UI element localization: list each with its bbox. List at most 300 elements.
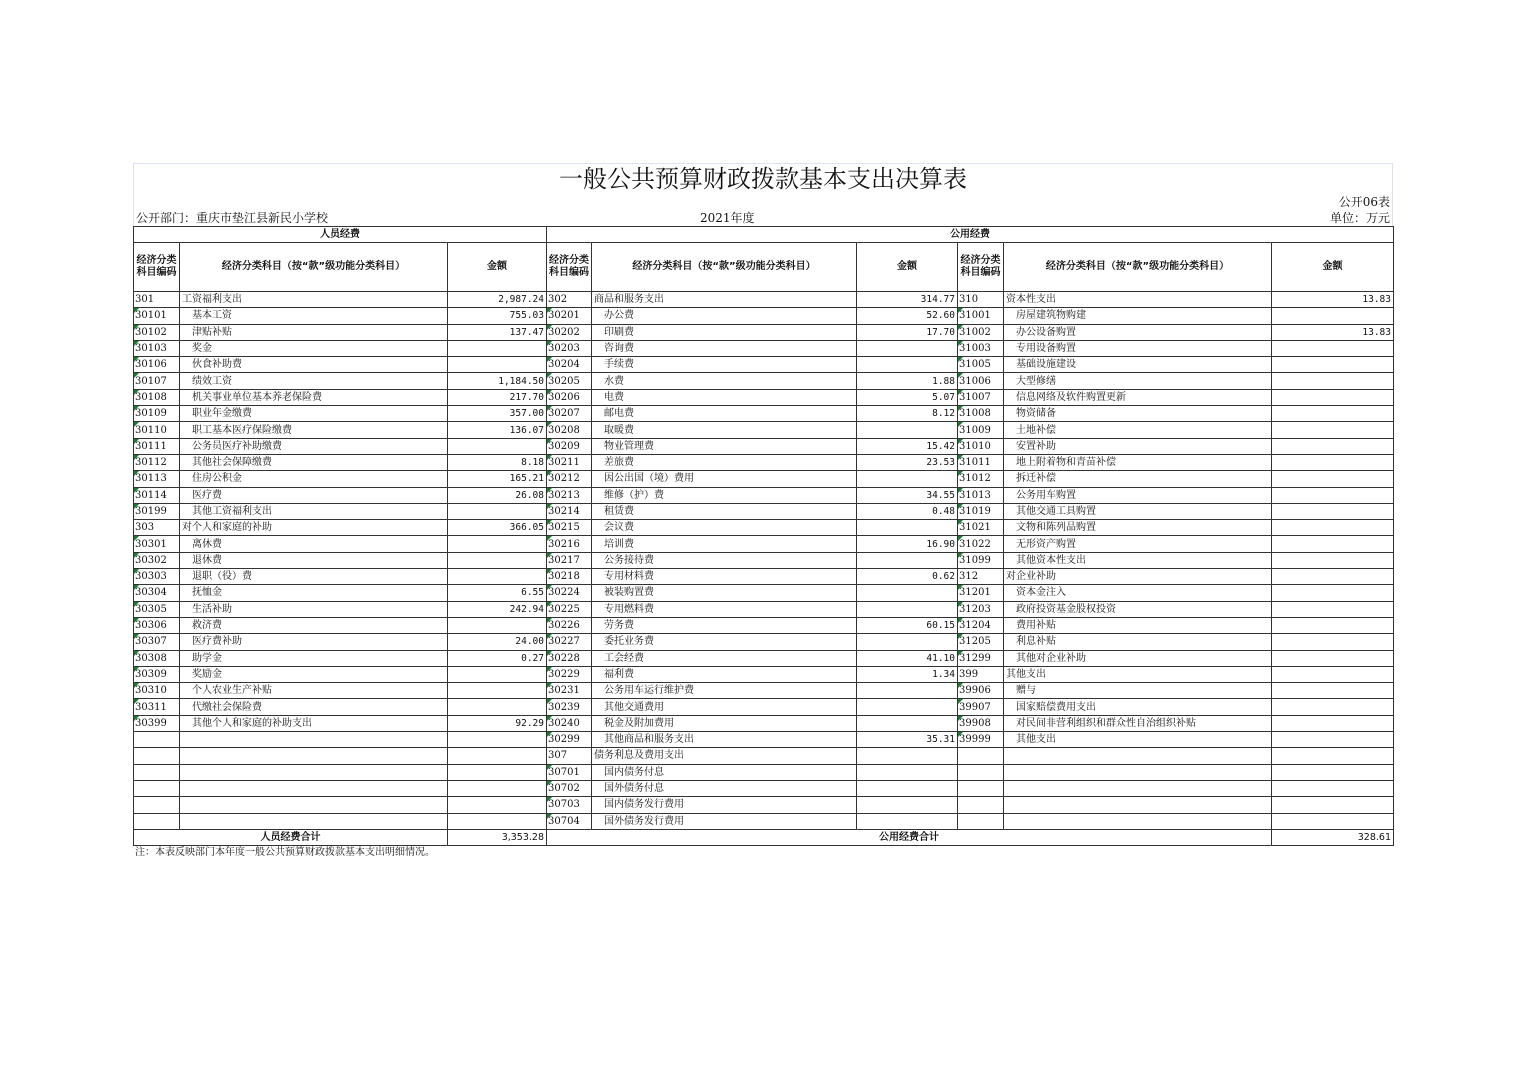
row-amount: 23.53	[857, 454, 958, 470]
section-public: 公用经费	[547, 227, 1394, 243]
row-amount	[1272, 699, 1394, 715]
row-name: 被装购置费	[592, 585, 857, 601]
table-row	[134, 340, 1394, 356]
row-code: 30399	[134, 715, 180, 731]
row-code: 302	[547, 292, 592, 308]
row-amount	[1272, 422, 1394, 438]
row-name: 基础设施建设	[1004, 357, 1272, 373]
table-row	[134, 569, 1394, 585]
row-amount	[857, 748, 958, 764]
row-name: 培训费	[592, 536, 857, 552]
row-name: 抚恤金	[180, 585, 448, 601]
row-code: 30226	[547, 617, 592, 633]
row-name	[180, 732, 448, 748]
row-code: 30113	[134, 471, 180, 487]
row-code: 30102	[134, 324, 180, 340]
row-name: 工会经费	[592, 650, 857, 666]
row-code: 31201	[958, 585, 1004, 601]
row-amount: 0.48	[857, 503, 958, 519]
row-name	[180, 797, 448, 813]
row-amount	[857, 699, 958, 715]
row-code: 30299	[547, 732, 592, 748]
row-amount	[448, 699, 547, 715]
row-code: 31019	[958, 503, 1004, 519]
row-name: 电费	[592, 389, 857, 405]
row-name: 税金及附加费用	[592, 715, 857, 731]
row-code: 30302	[134, 552, 180, 568]
row-name	[180, 780, 448, 796]
row-code: 31099	[958, 552, 1004, 568]
row-code: 31009	[958, 422, 1004, 438]
row-name: 水费	[592, 373, 857, 389]
row-name: 资本性支出	[1004, 292, 1272, 308]
public-total-label: 公用经费合计	[547, 829, 1272, 845]
row-code: 31011	[958, 454, 1004, 470]
row-code	[134, 764, 180, 780]
row-code: 30309	[134, 666, 180, 682]
row-amount: 8.18	[448, 454, 547, 470]
row-amount: 13.83	[1272, 324, 1394, 340]
row-name: 其他支出	[1004, 732, 1272, 748]
row-code: 30304	[134, 585, 180, 601]
row-amount	[1272, 552, 1394, 568]
row-code: 30218	[547, 569, 592, 585]
row-code: 30303	[134, 569, 180, 585]
row-code	[958, 780, 1004, 796]
table-id: 公开06表	[1338, 195, 1390, 209]
row-name: 其他交通费用	[592, 699, 857, 715]
header-code: 经济分类科目编码	[958, 243, 1004, 292]
header-name: 经济分类科目（按“款”级功能分类科目）	[180, 243, 448, 292]
row-code: 30199	[134, 503, 180, 519]
row-amount: 13.83	[1272, 292, 1394, 308]
row-name	[180, 748, 448, 764]
row-code: 30225	[547, 601, 592, 617]
row-code	[958, 797, 1004, 813]
row-amount	[448, 748, 547, 764]
row-code: 31205	[958, 634, 1004, 650]
row-code: 30231	[547, 683, 592, 699]
row-name	[1004, 813, 1272, 829]
row-code: 30307	[134, 634, 180, 650]
row-name: 医疗费	[180, 487, 448, 503]
row-code: 39907	[958, 699, 1004, 715]
table-row	[134, 373, 1394, 389]
row-amount	[1272, 764, 1394, 780]
row-name: 委托业务费	[592, 634, 857, 650]
row-code: 30107	[134, 373, 180, 389]
table-row	[134, 520, 1394, 536]
row-amount	[857, 634, 958, 650]
row-code: 31013	[958, 487, 1004, 503]
row-code: 307	[547, 748, 592, 764]
row-amount	[857, 340, 958, 356]
row-code: 30108	[134, 389, 180, 405]
row-name: 其他个人和家庭的补助支出	[180, 715, 448, 731]
table-row	[134, 422, 1394, 438]
row-amount	[1272, 650, 1394, 666]
row-amount	[1272, 732, 1394, 748]
row-amount	[1272, 585, 1394, 601]
row-amount	[1272, 666, 1394, 682]
row-code: 30217	[547, 552, 592, 568]
row-name	[180, 764, 448, 780]
row-name: 职工基本医疗保险缴费	[180, 422, 448, 438]
row-amount	[857, 357, 958, 373]
row-name: 基本工资	[180, 308, 448, 324]
row-amount	[1272, 308, 1394, 324]
table-row	[134, 324, 1394, 340]
table-row	[134, 585, 1394, 601]
row-name: 其他商品和服务支出	[592, 732, 857, 748]
row-name: 租赁费	[592, 503, 857, 519]
row-amount	[857, 585, 958, 601]
table-row	[134, 683, 1394, 699]
unit-label: 单位：万元	[1329, 211, 1390, 225]
row-name: 机关事业单位基本养老保险费	[180, 389, 448, 405]
row-code: 31007	[958, 389, 1004, 405]
row-amount: 35.31	[857, 732, 958, 748]
row-code: 30214	[547, 503, 592, 519]
row-amount: 16.90	[857, 536, 958, 552]
table-row	[134, 406, 1394, 422]
row-amount	[857, 813, 958, 829]
row-code: 30202	[547, 324, 592, 340]
row-code: 30201	[547, 308, 592, 324]
header-name: 经济分类科目（按“款”级功能分类科目）	[1004, 243, 1272, 292]
row-name: 其他支出	[1004, 666, 1272, 682]
row-name: 公务员医疗补助缴费	[180, 438, 448, 454]
row-code: 30240	[547, 715, 592, 731]
row-amount	[857, 764, 958, 780]
row-name: 退职（役）费	[180, 569, 448, 585]
row-code: 310	[958, 292, 1004, 308]
row-name: 工资福利支出	[180, 292, 448, 308]
table-row	[134, 764, 1394, 780]
column-header-row	[134, 243, 1394, 292]
row-amount	[857, 780, 958, 796]
row-name: 伙食补助费	[180, 357, 448, 373]
row-amount: 357.00	[448, 406, 547, 422]
row-amount	[1272, 406, 1394, 422]
row-name: 赠与	[1004, 683, 1272, 699]
row-name: 国内债务付息	[592, 764, 857, 780]
row-amount	[448, 780, 547, 796]
row-code: 30308	[134, 650, 180, 666]
page-title: 一般公共预算财政拨款基本支出决算表	[133, 163, 1393, 194]
table-row	[134, 454, 1394, 470]
table-row	[134, 699, 1394, 715]
row-code: 30305	[134, 601, 180, 617]
row-code: 30114	[134, 487, 180, 503]
row-name	[1004, 748, 1272, 764]
row-name: 其他交通工具购置	[1004, 503, 1272, 519]
table-row	[134, 487, 1394, 503]
row-name: 房屋建筑物购建	[1004, 308, 1272, 324]
row-name: 专用设备购置	[1004, 340, 1272, 356]
row-amount: 52.60	[857, 308, 958, 324]
section-personnel: 人员经费	[134, 227, 547, 243]
row-amount	[1272, 748, 1394, 764]
table-row	[134, 732, 1394, 748]
row-amount	[448, 340, 547, 356]
row-code: 30216	[547, 536, 592, 552]
row-code: 30703	[547, 797, 592, 813]
row-code: 30701	[547, 764, 592, 780]
row-code: 30215	[547, 520, 592, 536]
row-code: 30111	[134, 438, 180, 454]
row-code: 39999	[958, 732, 1004, 748]
row-amount: 137.47	[448, 324, 547, 340]
row-amount	[448, 536, 547, 552]
row-amount: 34.55	[857, 487, 958, 503]
budget-sheet	[133, 163, 1393, 860]
row-code: 312	[958, 569, 1004, 585]
row-amount	[448, 569, 547, 585]
row-name: 印刷费	[592, 324, 857, 340]
row-amount	[1272, 389, 1394, 405]
row-code	[958, 764, 1004, 780]
row-amount	[857, 715, 958, 731]
row-code: 30212	[547, 471, 592, 487]
row-name: 因公出国（境）费用	[592, 471, 857, 487]
row-code: 30704	[547, 813, 592, 829]
row-name: 办公费	[592, 308, 857, 324]
row-code: 31006	[958, 373, 1004, 389]
row-amount: 1,184.50	[448, 373, 547, 389]
row-name: 费用补贴	[1004, 617, 1272, 633]
row-code	[134, 813, 180, 829]
row-name: 政府投资基金股权投资	[1004, 601, 1272, 617]
row-code: 31203	[958, 601, 1004, 617]
row-name: 福利费	[592, 666, 857, 682]
department-label: 公开部门：重庆市垫江县新民小学校	[136, 211, 329, 225]
row-amount	[448, 732, 547, 748]
row-name: 公务用车购置	[1004, 487, 1272, 503]
row-amount	[448, 666, 547, 682]
row-name: 咨询费	[592, 340, 857, 356]
row-name: 信息网络及软件购置更新	[1004, 389, 1272, 405]
row-amount	[1272, 373, 1394, 389]
row-amount: 5.07	[857, 389, 958, 405]
row-amount: 1.34	[857, 666, 958, 682]
table-row	[134, 503, 1394, 519]
row-name: 对个人和家庭的补助	[180, 520, 448, 536]
row-amount: 136.07	[448, 422, 547, 438]
row-amount	[1272, 438, 1394, 454]
row-amount: 165.21	[448, 471, 547, 487]
row-name: 奖金	[180, 340, 448, 356]
row-amount	[448, 617, 547, 633]
row-name: 生活补助	[180, 601, 448, 617]
row-amount	[1272, 715, 1394, 731]
row-name	[1004, 797, 1272, 813]
row-name: 专用材料费	[592, 569, 857, 585]
table-row	[134, 292, 1394, 308]
row-name: 大型修缮	[1004, 373, 1272, 389]
public-total-value: 328.61	[1272, 829, 1394, 845]
row-code: 30228	[547, 650, 592, 666]
row-code: 30227	[547, 634, 592, 650]
table-row	[134, 438, 1394, 454]
row-name: 国外债务发行费用	[592, 813, 857, 829]
row-amount	[1272, 601, 1394, 617]
row-name: 专用燃料费	[592, 601, 857, 617]
row-code: 30206	[547, 389, 592, 405]
row-amount	[857, 520, 958, 536]
row-name: 助学金	[180, 650, 448, 666]
row-name: 个人农业生产补贴	[180, 683, 448, 699]
row-amount: 755.03	[448, 308, 547, 324]
row-amount: 0.27	[448, 650, 547, 666]
row-amount: 60.15	[857, 617, 958, 633]
row-code: 30204	[547, 357, 592, 373]
row-name: 其他资本性支出	[1004, 552, 1272, 568]
row-code: 30209	[547, 438, 592, 454]
row-amount: 1.88	[857, 373, 958, 389]
row-code: 30306	[134, 617, 180, 633]
row-code: 30301	[134, 536, 180, 552]
row-name: 土地补偿	[1004, 422, 1272, 438]
row-code: 30208	[547, 422, 592, 438]
row-amount	[448, 503, 547, 519]
row-name: 津贴补贴	[180, 324, 448, 340]
row-code: 30112	[134, 454, 180, 470]
row-amount	[857, 797, 958, 813]
row-code	[134, 732, 180, 748]
row-code: 30224	[547, 585, 592, 601]
row-amount	[1272, 780, 1394, 796]
table-row	[134, 536, 1394, 552]
row-code: 31008	[958, 406, 1004, 422]
row-amount	[1272, 683, 1394, 699]
row-code: 30310	[134, 683, 180, 699]
row-amount: 314.77	[857, 292, 958, 308]
row-amount: 15.42	[857, 438, 958, 454]
row-amount	[1272, 520, 1394, 536]
row-name: 医疗费补助	[180, 634, 448, 650]
table-row	[134, 780, 1394, 796]
row-name: 资本金注入	[1004, 585, 1272, 601]
table-row	[134, 666, 1394, 682]
row-amount	[1272, 357, 1394, 373]
row-code: 31021	[958, 520, 1004, 536]
row-name: 差旅费	[592, 454, 857, 470]
row-code: 30213	[547, 487, 592, 503]
header-code: 经济分类科目编码	[547, 243, 592, 292]
row-name: 离休费	[180, 536, 448, 552]
row-name	[1004, 764, 1272, 780]
row-code: 399	[958, 666, 1004, 682]
table-row	[134, 634, 1394, 650]
row-code: 30110	[134, 422, 180, 438]
row-name: 邮电费	[592, 406, 857, 422]
row-code: 30101	[134, 308, 180, 324]
row-name: 其他工资福利支出	[180, 503, 448, 519]
row-amount: 242.94	[448, 601, 547, 617]
row-code: 31010	[958, 438, 1004, 454]
row-code: 31299	[958, 650, 1004, 666]
row-name: 物资储备	[1004, 406, 1272, 422]
row-name: 对民间非营利组织和群众性自治组织补贴	[1004, 715, 1272, 731]
section-header-row	[134, 227, 1394, 243]
row-amount: 24.00	[448, 634, 547, 650]
row-code: 30239	[547, 699, 592, 715]
row-name: 救济费	[180, 617, 448, 633]
row-amount	[448, 683, 547, 699]
row-code: 30203	[547, 340, 592, 356]
row-amount	[1272, 617, 1394, 633]
row-name: 劳务费	[592, 617, 857, 633]
meta-row	[133, 210, 1393, 226]
row-code: 30211	[547, 454, 592, 470]
row-amount: 0.62	[857, 569, 958, 585]
row-code: 31204	[958, 617, 1004, 633]
row-name	[1004, 780, 1272, 796]
row-name: 文物和陈列品购置	[1004, 520, 1272, 536]
row-code: 303	[134, 520, 180, 536]
row-amount	[448, 357, 547, 373]
row-name: 地上附着物和青苗补偿	[1004, 454, 1272, 470]
row-amount: 92.29	[448, 715, 547, 731]
row-amount	[857, 552, 958, 568]
table-row	[134, 552, 1394, 568]
row-code: 30207	[547, 406, 592, 422]
row-name: 商品和服务支出	[592, 292, 857, 308]
table-row	[134, 813, 1394, 829]
row-amount: 17.70	[857, 324, 958, 340]
row-amount: 41.10	[857, 650, 958, 666]
row-name: 退休费	[180, 552, 448, 568]
row-name: 安置补助	[1004, 438, 1272, 454]
table-row	[134, 357, 1394, 373]
row-name: 会议费	[592, 520, 857, 536]
row-name: 公务用车运行维护费	[592, 683, 857, 699]
row-name: 公务接待费	[592, 552, 857, 568]
row-name: 利息补贴	[1004, 634, 1272, 650]
header-name: 经济分类科目（按“款”级功能分类科目）	[592, 243, 857, 292]
row-name: 其他社会保障缴费	[180, 454, 448, 470]
table-id-row	[133, 194, 1393, 210]
row-amount	[1272, 569, 1394, 585]
table-row	[134, 471, 1394, 487]
row-code: 30229	[547, 666, 592, 682]
row-code: 30103	[134, 340, 180, 356]
row-amount: 217.70	[448, 389, 547, 405]
personnel-total-label: 人员经费合计	[134, 829, 448, 845]
header-amount: 金额	[857, 243, 958, 292]
row-name: 物业管理费	[592, 438, 857, 454]
row-amount	[448, 797, 547, 813]
row-amount	[1272, 340, 1394, 356]
row-code: 31002	[958, 324, 1004, 340]
row-amount	[1272, 634, 1394, 650]
row-amount: 8.12	[857, 406, 958, 422]
row-code	[958, 813, 1004, 829]
header-amount: 金额	[448, 243, 547, 292]
footnote: 注：本表反映部门本年度一般公共预算财政拨款基本支出明细情况。	[135, 847, 435, 859]
table-row	[134, 617, 1394, 633]
row-code	[134, 797, 180, 813]
table-row	[134, 748, 1394, 764]
row-amount: 2,987.24	[448, 292, 547, 308]
row-code: 39906	[958, 683, 1004, 699]
row-name: 债务利息及费用支出	[592, 748, 857, 764]
row-amount: 6.55	[448, 585, 547, 601]
header-amount: 金额	[1272, 243, 1394, 292]
row-amount	[448, 552, 547, 568]
row-name: 国内债务发行费用	[592, 797, 857, 813]
